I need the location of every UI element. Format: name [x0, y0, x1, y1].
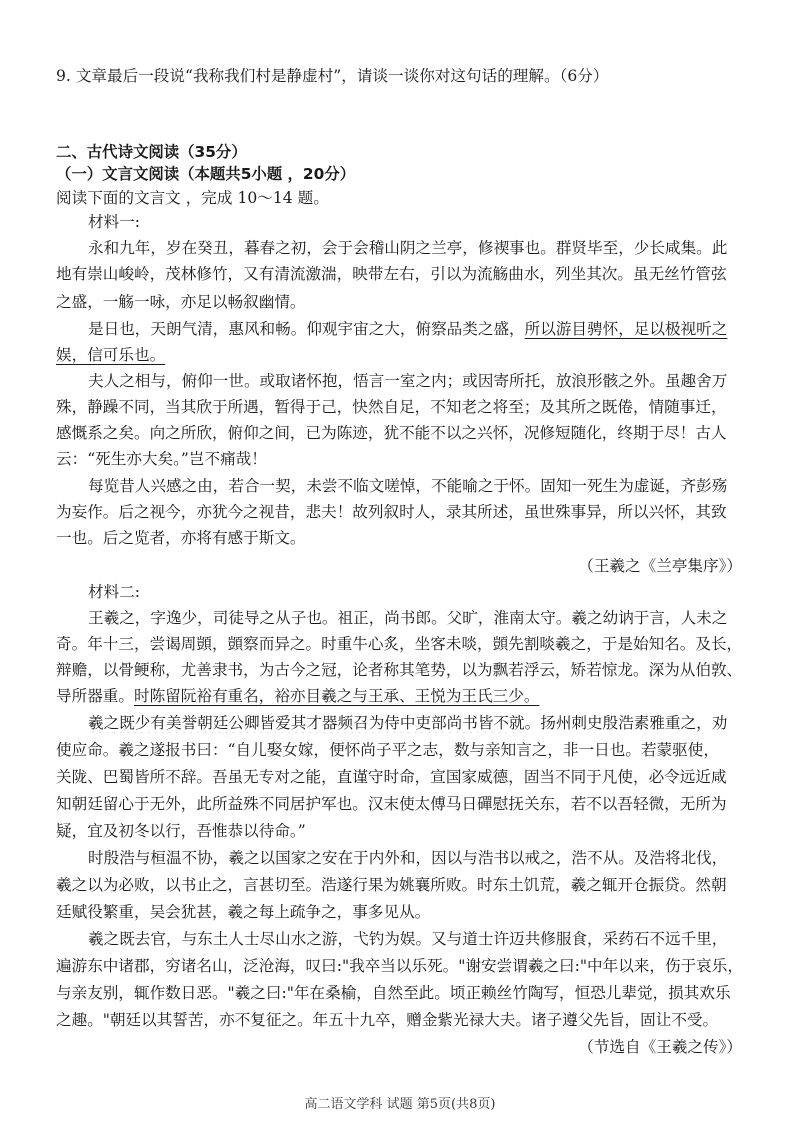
paragraph-line: 地有崇山峻岭，茂林修竹，又有清流激湍，映带左右，引以为流觞曲水，列坐其次。虽无丝竹管弦 [56, 265, 727, 283]
question-9: 9. 文章最后一段说“我称我们村是静虚村”，请谈一谈你对这句话的理解。（6分） [56, 67, 609, 85]
paragraph-line: 为妄作。后之视今，亦犹今之视昔，悲夫！故列叙时人，录其所述，虽世殊事异，所以兴怀，其致 [56, 503, 727, 521]
paragraph-line [56, 686, 756, 706]
paragraph-line: 与亲友别，辄作数日恶。"羲之曰:"年在桑榆，自然至此。顷正赖丝竹陶写，恒恐儿辈觉，损其欢乐 [56, 984, 731, 1002]
paragraph-line: 羲之以为必败，以书止之，言甚切至。浩遂行果为姚襄所败。时东土饥荒，羲之辄开仓振贷。然朝 [56, 876, 727, 894]
text-segment: 是日也，天朗气清，惠风和畅。仰观宇宙之大，俯察品类之盛， [88, 320, 525, 338]
paragraph-line [88, 319, 756, 339]
paragraph-line: 时殷浩与桓温不协，羲之以国家之安在于内外和，因以与浩书以戒之，浩不从。及浩将北伐， [88, 849, 728, 867]
instruction: 阅读下面的文言文 ，完成 10～14 题。 [56, 189, 329, 207]
underlined-sentence: 时陈留阮裕有重名，裕亦目羲之与王承、王悦为王氏三少。 [133, 687, 540, 705]
paragraph-line: 王羲之，字逸少，司徒导之从子也。祖正，尚书郎。父旷，淮南太守。羲之幼讷于言，人未之 [88, 609, 728, 627]
material1-label: 材料一: [88, 213, 141, 231]
paragraph-line: 廷赋役繁重，吴会犹甚，羲之每上疏争之，事多见从。 [56, 903, 431, 921]
paragraph-line: 一也。后之览者，亦将有感于斯文。 [56, 529, 306, 547]
paragraph-line: 永和九年，岁在癸丑，暮春之初，会于会稽山阴之兰亭，修禊事也。群贤毕至，少长咸集。此 [88, 239, 728, 257]
source-citation: （王羲之《兰亭集序》） [578, 557, 742, 575]
underlined-sentence: 娱，信可乐也。 [56, 346, 166, 364]
paragraph-line: 每览昔人兴感之由，若合一契，未尝不临文嗟悼，不能喻之于怀。固知一死生为虚诞，齐彭殇 [88, 477, 728, 495]
paragraph-line: 云：“死生亦大矣。”岂不痛哉！ [56, 450, 267, 468]
paragraph-line: 知朝廷留心于无外，此所益殊不同居护军也。汉末使太傅马日磾慰抚关东，若不以吾轻微，无所为 [56, 795, 727, 813]
page-footer: 高二语文学科 试题 第5页(共8页) [304, 1097, 496, 1112]
paragraph-line: 感慨系之矣。向之所欣，俯仰之间，已为陈迹，犹不能不以之兴怀，况修短随化，终期于尽！古人 [56, 424, 727, 442]
paragraph-line: 使应命。羲之遂报书曰：“自儿娶女嫁，便怀尚子平之志，数与亲知言之，非一日也。若蒙驱使， [56, 741, 719, 759]
paragraph-line: 关陇、巴蜀皆所不辞。吾虽无专对之能，直谨守时命，宣国家威德，固当不同于凡使，必令远近咸 [56, 768, 727, 786]
underlined-sentence: 所以游目骋怀，足以极视听之 [524, 320, 728, 338]
material2-label: 材料二: [88, 583, 141, 601]
paragraph-line [88, 713, 756, 733]
subsection-heading: （一）文言文阅读（本题共5小题 ，20分） [56, 165, 356, 183]
text-segment: 。扬州刺史殷浩素雅重之，劝 [524, 714, 728, 732]
paragraph-line: 羲之既去官，与东土人士尽山水之游，弋钓为娱。又与道士许迈共修服食，采药石不远千里， [88, 930, 728, 948]
paragraph-line: 疑，宜及初冬以行，吾惟恭以待命。” [56, 822, 306, 840]
paragraph-line: 殊，静躁不同，当其欣于所遇，暂得于己，快然自足，不知老之将至；及其所之既倦，情随事迁， [56, 398, 727, 416]
section-heading: 二、古代诗文阅读（35分） [56, 143, 247, 161]
text-segment: 导所器重。 [56, 687, 134, 705]
paragraph-line [56, 345, 756, 365]
paragraph-line: 之趣。"朝廷以其誓苦，亦不复征之。年五十九卒，赠金紫光禄大夫。诸子遵父先旨，固让不受。 [56, 1011, 719, 1029]
wavy-underlined-sentence: 羲之既少有美誉朝廷公卿皆爱其才器频召为侍中吏部尚书皆不就 [88, 714, 525, 732]
source-citation: （节选自《王羲之传》） [578, 1038, 742, 1056]
paragraph-line: 之盛，一觞一咏，亦足以畅叙幽情。 [56, 293, 306, 311]
paragraph-line: 奇。年十三，尝谒周顗，顗察而异之。时重牛心炙，坐客未啖，顗先割啖羲之，于是始知名。及长， [56, 635, 743, 653]
paragraph-line: 辩赡，以骨鲠称，尤善隶书，为古今之冠，论者称其笔势，以为飘若浮云，矫若惊龙。深为从伯敦、 [56, 661, 743, 679]
paragraph-line: 夫人之相与，俯仰一世。或取诸怀抱，悟言一室之内；或因寄所托，放浪形骸之外。虽趣舍万 [88, 372, 728, 390]
paragraph-line: 遍游东中诸郡，穷诸名山，泛沧海，叹曰:"我卒当以乐死。"谢安尝谓羲之曰:"中年以来，伤于哀乐， [56, 957, 743, 975]
